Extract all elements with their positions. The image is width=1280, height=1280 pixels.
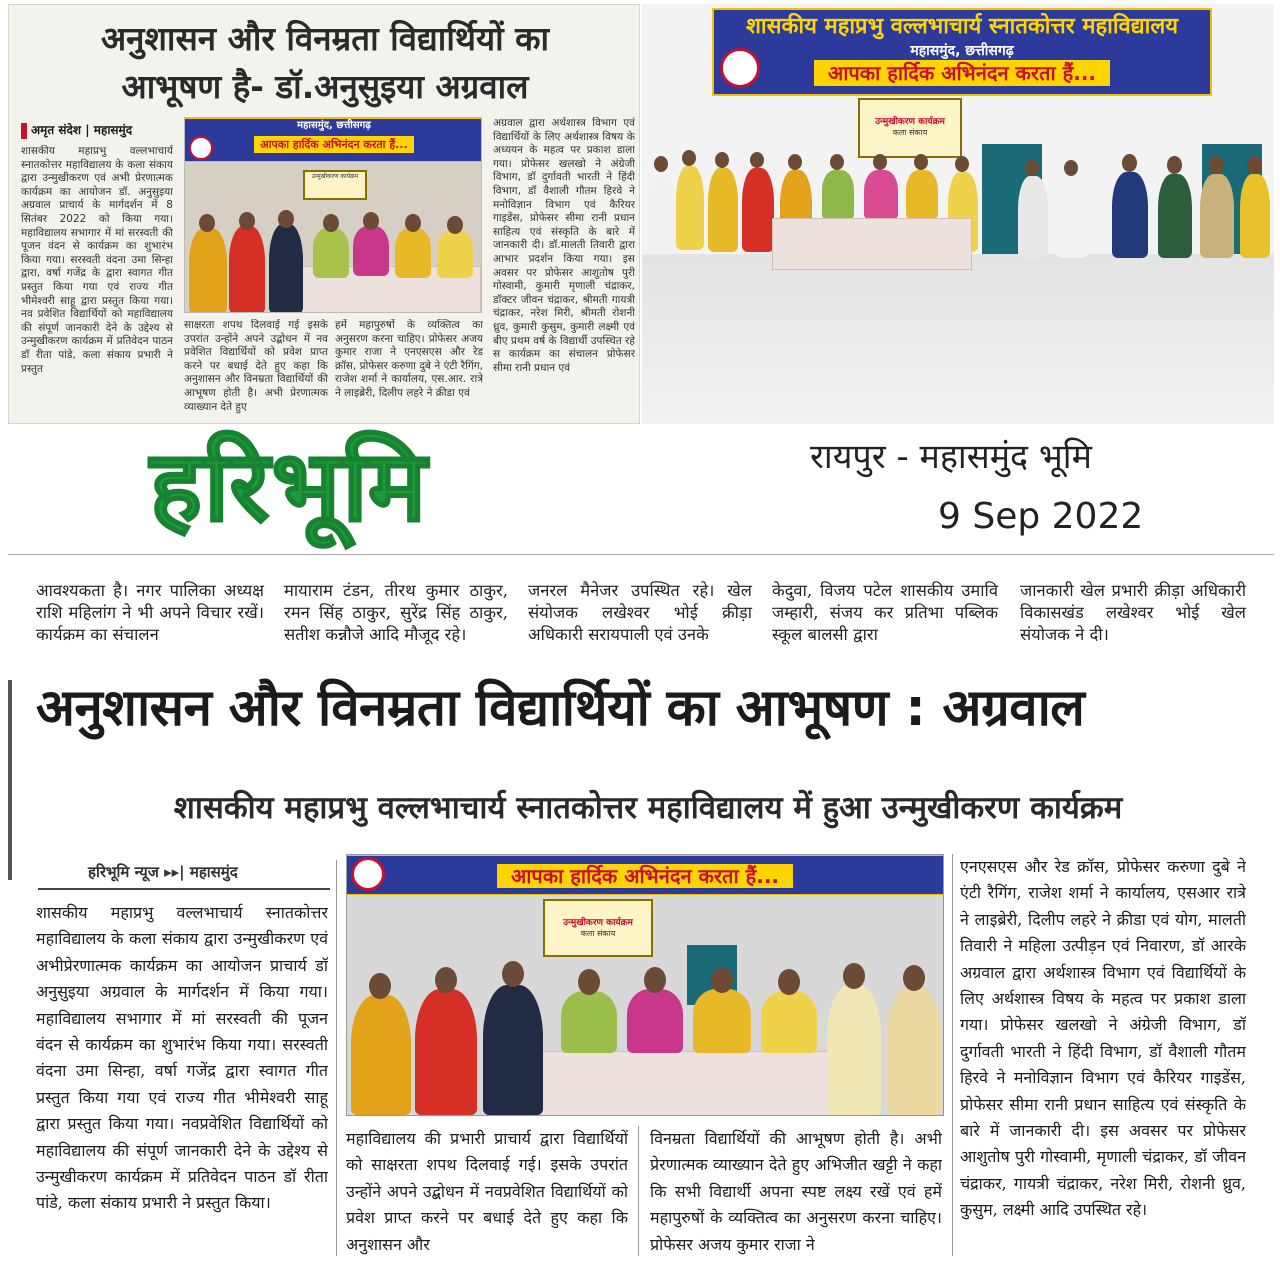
bottom-photo-table	[537, 1051, 837, 1116]
event-photo	[642, 4, 1274, 424]
small-photo-placard: उन्मुखीकरण कार्यक्रम	[303, 170, 367, 200]
person	[483, 985, 543, 1115]
person	[1240, 174, 1270, 258]
college-logo-icon	[189, 136, 213, 160]
top-headline-line1: अनुशासन और विनम्रता विद्यार्थियों का	[100, 19, 550, 58]
stage-table	[772, 218, 972, 270]
person	[561, 991, 617, 1053]
haribhoomi-logo: हरिभूमि	[150, 430, 429, 544]
person	[708, 168, 738, 252]
person	[761, 991, 817, 1053]
person	[693, 989, 751, 1053]
college-logo-icon	[351, 857, 385, 891]
top-byline: अमृत संदेश | महासमुंद	[21, 121, 132, 139]
fragment-4: केदुवा, विजय पटेल शासकीय उमावि जम्हारी, संजय कर प्रतिभा पब्लिक स्कूल बालसी द्वारा	[772, 581, 998, 644]
top-column-1: शासकीय महाप्रभु वल्लभाचार्य स्नातकोत्तर महाविद्यालय के कला संकाय द्वारा उन्मुखीकरण एवं अभी प्रेरणात्मक कार्यक्रम का आयोजन डॉ. अनुसुइया अग्रवाल प्राचार्य के मार्गदर्शन में 8 सितंबर 2022 को किया गया। महाविद्यालय सभागार में मां सरस्वती की पूजन वंदन से कार्यक्रम का शुभारंभ किया गया। सरस्वती वंदना उमा सिन्हा द्वारा, वर्षा गजेंद्र के द्वारा स्वागत गीत प्रस्तुत किया गया एवं राज्य गीत भीमेश्वरी साहू द्वारा प्रस्तुत किया गया। नव प्रवेशित विद्यार्थियों को महाविद्यालय की संपूर्ण जानकारी देने के उद्देश्य से उन्मुखीकरण कार्यक्रम में प्रतिवेदन पाठन डॉ रीता पांडे, कला संकाय प्रभारी ने प्रस्तुत	[21, 145, 173, 375]
stage-placard: उन्मुखीकरण कार्यक्रम कला संकाय	[858, 98, 962, 158]
person	[822, 170, 854, 220]
fragment-2: मायाराम टंडन, तीरथ कुमार ठाकुर, रमन सिंह ठाकुर, सुरेंद्र सिंह ठाकुर, सतीश कन्नौजे आदि मौजूद रहे।	[284, 581, 508, 644]
bottom-column-2: महाविद्यालय की प्रभारी प्राचार्य द्वारा विद्यार्थियों को साक्षरता शपथ दिलवाई गई। इसके उपरांत उन्होंने अपने उद्बोधन में नवप्रवेशित विद्यार्थियों को प्रवेश प्राप्त करने पर बधाई देते हुए कहा कि अनुशासन और	[346, 1129, 628, 1254]
person	[1056, 176, 1088, 258]
edition-name: रायपुर - महासमुंद भूमि	[810, 437, 1092, 477]
person	[676, 166, 704, 250]
sub-headline: शासकीय महाप्रभु वल्लभाचार्य स्नातकोत्तर महाविद्यालय में हुआ उन्मुखीकरण कार्यक्रम	[173, 790, 1123, 826]
bottom-event-photo	[346, 854, 944, 1116]
person	[189, 228, 227, 313]
bottom-column-3: विनम्रता विद्यार्थियों की आभूषण होती है। अभी प्रेरणात्मक व्याख्यान देते हुए अभिजीत खट्टी ने कहा कि सभी विद्यार्थी अपना स्पष्ट लक्ष्य रखें एवं हमें महापुरुषों के व्यक्तित्व का अनुसरण करना चाहिए। प्रोफेसर अजय कुमार राजा ने	[650, 1129, 942, 1254]
person	[827, 985, 881, 1115]
bottom-newspaper-clipping	[8, 560, 1274, 1276]
top-small-photo	[184, 117, 482, 313]
bottom-column-1: शासकीय महाप्रभु वल्लभाचार्य स्नातकोत्तर महाविद्यालय के कला संकाय द्वारा उन्मुखीकरण एवं अभीप्रेरणात्मक कार्यक्रम का आयोजन प्राचार्य डॉ अनुसुइया अग्रवाल के मार्गदर्शन में किया गया। महाविद्यालय सभागार में मां सरस्वती की पूजन वंदन से कार्यक्रम का शुभारंभ किया गया। सरस्वती वंदना उमा सिन्हा, वर्षा गजेंद्र द्वारा स्वागत गीत प्रस्तुत किया गया एवं राज्य गीत भीमेश्वरी साहू द्वारा प्रस्तुत किया गया। नवप्रवेशित विद्यार्थियों को महाविद्यालय की संपूर्ण जानकारी देने के उद्देश्य से उन्मुखीकरण कार्यक्रम में प्रतिवेदन पाठन डॉ रीता पांडे, कला संकाय प्रभारी ने प्रस्तुत किया।	[36, 903, 328, 1213]
person	[229, 226, 265, 313]
bottom-photo-placard: उन्मुखीकरण कार्यक्रम कला संकाय	[543, 899, 653, 957]
fragment-5: जानकारी खेल प्रभारी क्रीड़ा अधिकारी विकासखंड लखेश्वर भोई खेल संयोजक ने दी।	[1020, 581, 1246, 644]
page-edge	[8, 680, 12, 880]
bottom-byline: हरिभूमि न्यूज ▸▸| महासमुंद	[88, 863, 238, 881]
person	[1018, 176, 1048, 258]
top-headline-line2: आभूषण है- डॉ.अनुसुइया अग्रवाल	[121, 67, 529, 106]
top-newspaper-clipping	[8, 4, 640, 424]
college-logo-icon	[720, 48, 760, 88]
person	[395, 228, 431, 278]
top-column-2: साक्षरता शपथ दिलवाई गई इसके उपरांत उन्होंने अपने उद्बोधन में नव प्रवेशित विद्यार्थियों को प्रवेश प्राप्त करने पर बधाई देते हुए कहा कि अनुशासन और विनम्रता विद्यार्थियों की आभूषण होती है। अभी प्रेरणात्मक व्याख्यान देते हुए	[184, 319, 328, 413]
person	[742, 168, 774, 252]
person	[313, 228, 349, 278]
person	[906, 170, 938, 220]
edition-date: 9 Sep 2022	[938, 496, 1144, 537]
person	[1112, 172, 1148, 258]
red-marker-icon	[21, 123, 27, 139]
bottom-photo-banner: आपका हार्दिक अभिनंदन करता हैं...	[346, 855, 944, 895]
fragment-1: आवश्यकता है। नगर पालिका अध्यक्ष राशि महिलांग ने भी अपने विचार रखें। कार्यक्रम का संचालन	[36, 581, 264, 644]
divider	[8, 554, 1274, 555]
bottom-column-4: एनएसएस और रेड क्रॉस, प्रोफेसर करुणा दुबे ने एंटी रैगिंग, राजेश शर्मा ने कार्यालय, एसआर रात्रे ने लाइब्रेरी, दिलीप लहरे ने क्रीडा एवं योग, मालती तिवारी ने महिला उत्पीड़न एवं निवारण, डॉ आरके अग्रवाल द्वारा अर्थशास्त्र विभाग एवं विद्यार्थियों के लिए अर्थशास्त्र विषय के महत्व पर प्रकाश डाला गया। प्रोफेसर खलखो ने अंग्रेजी विभाग, डॉ दुर्गावती भारती ने हिंदी विभाग, डॉ वैशाली गौतम हिरवे ने मनोविज्ञान विभाग एवं कैरियर गाइडेंस, प्रोफेसर सीमा रानी प्रधान साहित्य एवं संस्कृति के बारे में जानकारी दी। इस अवसर पर प्रोफेसर आशुतोष पुरी गोस्वामी, मृणाली चंद्राकर, डॉ जीवन चंद्राकर, गायत्री चंद्राकर, नरेश मिरी, रोशनी ध्रुव, कुसुम, लक्ष्मी आदि उपस्थित रहे।	[960, 857, 1246, 1220]
person	[415, 989, 477, 1115]
person	[437, 230, 473, 278]
person	[1200, 174, 1234, 258]
person	[351, 995, 411, 1115]
small-photo-banner: महासमुंद, छत्तीसगढ़ आपका हार्दिक अभिनंदन करता हैं...	[184, 118, 482, 162]
byline-rule	[38, 888, 330, 890]
paper-name: अमृत संदेश	[31, 123, 82, 137]
top-column-3: हमें महापुरुषों के व्यक्तित्व का अनुसरण करना चाहिए। प्रोफेसर अजय कुमार राजा ने एनएसएस और रेड क्रॉस, प्रोफेसर करुणा दुबे ने एंटी रैगिंग, राजेश शर्मा ने कार्यालय, एस.आर. रात्रे ने लाइब्रेरी, दिलीप लहरे ने क्रीडा एवं	[335, 319, 483, 399]
main-headline: अनुशासन और विनम्रता विद्यार्थियों का आभूषण : अग्रवाल	[36, 679, 1085, 738]
top-column-4: अग्रवाल द्वारा अर्थशास्त्र विभाग एवं विद्यार्थियों के लिए अर्थशास्त्र विषय के अध्ययन के महत्व पर प्रकाश डाला गया। प्रोफेसर खलखो ने अंग्रेजी विभाग, डॉ दुर्गावती भारती ने हिंदी विभाग, डॉ वैशाली गौतम हिरवे ने मनोविज्ञान विभाग एवं कैरियर गाइडेंस, प्रोफेसर सीमा रानी प्रधान साहित्य एवं संस्कृति के बारे में जानकारी दी। डॉ.मालती तिवारी द्वारा आभार प्रदर्शन किया गया। इस अवसर पर प्रोफेसर आशुतोष पुरी गोस्वामी, कुमारी मृणाली चंद्राकर, डॉक्टर जीवन चंद्राकर, श्रीमती गायत्री चंद्राकर, नरेश मिरी, श्रीमती रोशनी ध्रुव, कुमारी कुसुम, कुमारी लक्ष्मी एवं बीए प्रथम वर्ष के विद्यार्थी उपस्थित रहे स कार्यक्रम का संचालन प्रोफेसर सीमा रानी प्रधान एवं	[493, 117, 635, 374]
byline-location: महासमुंद	[93, 123, 133, 137]
person	[269, 224, 303, 313]
person	[864, 170, 898, 220]
person	[1158, 174, 1192, 258]
stage-floor	[642, 254, 1274, 424]
person	[627, 989, 683, 1053]
stage-banner: शासकीय महाप्रभु वल्लभाचार्य स्नातकोत्तर महाविद्यालय महासमुंद, छत्तीसगढ़ आपका हार्दिक अभिनंदन करता हैं...	[712, 8, 1212, 96]
fragment-3: जनरल मैनेजर उपस्थित रहे। खेल संयोजक लखेश्वर भोई क्रीड़ा अधिकारी सरायपाली एवं उनके	[528, 581, 752, 644]
person	[887, 987, 941, 1115]
person	[648, 172, 674, 252]
person	[353, 226, 389, 276]
